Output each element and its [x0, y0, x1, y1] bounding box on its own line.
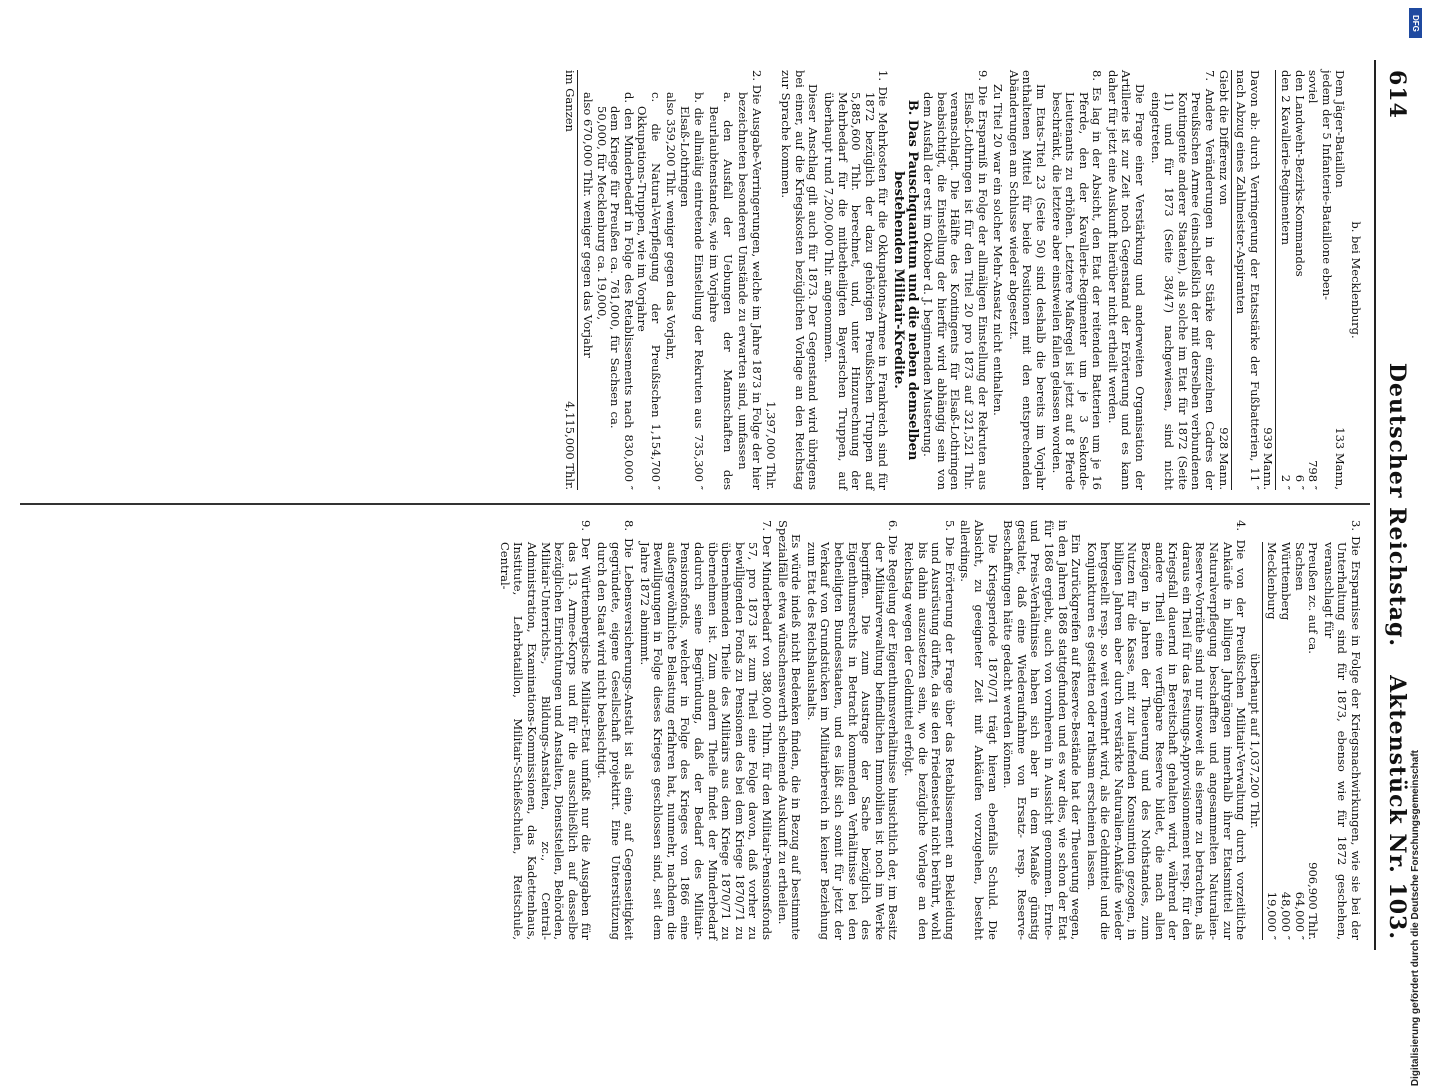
- paragraph-r5: 5. Die Erörterung der Frage über das Retablissement an Bekleidung und Ausrüstung dürfte, da sie den Friedensetat nicht berührt, wohl bis dahin auszusetzen sein, wo die bezügliche Vorlage an den Reichstag wegen der Geldmittel erfolgt.: [902, 520, 957, 940]
- column-divider: [20, 503, 1370, 505]
- paragraph-r9: 9. Der Württembergische Militair-Etat umfaßt nur die Ausgaben für das 13. Armee-Korps und für die ausschließlich auf dasselbe bezüglichen Einrichtungen und Anstalten, Dienststellen, Behörden, Militair-Unterrichts-, Bildungs-Anstalten, zc., Central-Administration, Examinations-Kommissionen, das Kadettenhaus, Institute, Lehrbataillon, Militair-Schießschulen, Reitschule, Central-: [497, 520, 594, 940]
- section-b-heading: b. bei Mecklenburg.: [1349, 221, 1363, 339]
- total-row: im Ganzen 4,115,000 Thlr.: [563, 70, 578, 490]
- table-row: Dem Jäger-Bataillon 133 Mann,: [1333, 70, 1348, 490]
- difference-row: Giebt die Differenz von 928 Mann.: [1216, 70, 1231, 490]
- item-2a: a. den Ausfall der Uebungen der Mannschaften des Beurlaubtenstandes, wie im Vorjahre: [707, 92, 735, 490]
- paragraph-8c: Zu Titel 20 war ein solcher Mehr-Ansatz nicht enthalten.: [991, 84, 1006, 416]
- dfg-banner: [1408, 0, 1426, 1086]
- item-2c-row: c. die Natural-Verpflegung der Preußischen Okkupations-Truppen, wie im Vorjahre 1,154,700 ″: [635, 92, 663, 490]
- table-row: 939 Mann.: [1261, 70, 1277, 490]
- paragraph-r4c: Die Kriegsperiode 1870/71 trägt hieran ebenfalls Schuld. Die Absicht, zu geeigneter Zeit mit Ankäufen vorzugehen, besteht allerdings.: [958, 520, 1000, 940]
- paragraph-8: 8. Es lag in der Absicht, den Etat der reitenden Batterien um je 16 Pferde, den der Kavallerie-Regimenter um je 3 Sekonde-Lieutenants zu erhöhen. Letztere Maßregel ist jetzt auf 8 Pferde beschränkt, die letztere aber einstweilen fallen gelassen worden.: [1049, 70, 1105, 490]
- table-row: Sachsen 64,000 ″: [1292, 542, 1307, 940]
- mecklenburg-table: [1261, 70, 1347, 490]
- paragraph-r6: 6. Die Regelung der Eigenthumsverhältnisse hinsichtlich der, im Besitz der Militairverwaltung befindlichen Immobilien ist noch im Werke begriffen. Die zum Austrage der Sache bezüglich des Eigenthumsrechts in Betracht kommenden Verhältnisse bei den betheiligten Bundesstaaten, und es läßt sich somit für jetzt der Verkauf von Grundstücken im Militairbereich in keiner Beziehung zum Etat des Reichshaushalts.: [804, 520, 901, 940]
- table-row: den 2 Kavallerie-Regimentern 2 ″: [1279, 70, 1294, 490]
- paragraph-r4: 4. Die von der Preußischen Militair-Verwaltung durch vorzeitliche Ankäufe in billigen Jahrgängen innerhalb ihrer Etatsmittel zur Naturalverpflegung beschafften und angesammelten Naturalien-Reserve-Vorräthe sind nur insoweit als eiserne zu betrachten, als daraus ein Theil für das Festungs-Approvisionnement resp. für den Kriegsfall dauernd in Bereitschaft gehalten wird, während der andere Theil eine verfügbare Reserve bildet, die nach allen Bezügen in Jahren der Theuerung und des Nothstandes, zum Nutzen für die Kasse, mit zur laufenden Konsumtion gezogen, in billigen Jahren aber durch verstärkte Naturalien-Ankäufe wieder hergestellt resp. so weit vermehrt wird, als die Geldmittel und die Konjunkturen es gestatten oder rathsam erscheinen lassen.: [1084, 520, 1249, 940]
- item-2b-note: also 359,200 Thlr. weniger gegen das Vorjahr,: [664, 92, 679, 361]
- item-2d-note: also 670,000 Thlr. weniger gegen das Vorjahr: [580, 92, 595, 358]
- deduction-row: Davon ab: durch Verringerung der Etatsstärke der Fußbatterien, nach Abzug eines Zahlmeister-Aspiranten 11 ″: [1234, 70, 1262, 490]
- paragraph-7: 7. Andere Veränderungen in der Stärke der einzelnen Cadres der Preußischen Armee (einschließlich der mit derselben verbundenen Kontingente anderer Staaten), als solche im Etat für 1872 (Seite 11) und für 1873 (Seite 38/47) nachgewiesen, sind nicht eingetreten.: [1148, 70, 1218, 490]
- item-1b: Dieser Anschlag gilt auch für 1873. Der Gegenstand wird übrigens bei einer, auf die Kriegskosten bezüglichen Vorlage an den Reichstag zur Sprache kommen.: [779, 70, 821, 490]
- item-2: 2. Die Ausgabe-Verringerungen, welche im Jahre 1873 in Folge der hier bezeichneten besonderen Umstände zu erwarten sind, umfassen: [736, 70, 765, 490]
- table-row: den Landwehr-Bezirks-Kommandos 6 ″: [1292, 70, 1307, 490]
- paragraph-r4b: Ein Zurückgreifen auf Reserve-Bestände hat der Theuerung wegen, in den Jahren 1868 stattgefunden und es war dies, wie schon der Etat für 1868 ergiebt, auch von vornherein in Aussicht genommen. Ernte- und Preis-Verhältnisse haben sich aber in dem Maaße günstig gestaltet, daß eine Wiederaufnahme von Ersatz- resp. Reserve-Beschaffungen hätte gedacht werden können.: [1001, 520, 1084, 940]
- table-row: Mecklenburg 19,000 ″: [1265, 542, 1280, 940]
- table-row: Württemberg 48,000 ″: [1279, 542, 1294, 940]
- page-title: Deutscher Reichstag.: [1384, 362, 1410, 648]
- right-column: [495, 520, 1362, 940]
- item-2d-row: d. den Minderbedarf in Folge des Retablissements nach dem Kriege für Preußen ca. 761,000, für Sachsen ca. 50,000, für Mecklenburg ca. 19,000, 830,000 ″: [594, 92, 636, 490]
- paragraph-8b: Im Etats-Titel 23 (Seite 50) sind deshalb die bereits im Vorjahr enthaltenen Mittel für beide Positionen mit den entsprechenden Abänderungen am Schlusse wieder abgesetzt.: [1006, 70, 1048, 490]
- paragraph-r6b: Es würde indeß nicht Bedenken finden, die in Bezug auf bestimmte Spezialfälle etwa wünschenswerth scheinende Auskunft zu ertheilen.: [775, 520, 804, 940]
- header-rule: [1374, 60, 1376, 950]
- left-column: [563, 70, 1362, 490]
- item-2b-row: b. die allmälig eintretende Einstellung der Rekruten aus Elsaß-Lothringen 735,300 ″: [678, 92, 706, 490]
- dfg-logo: DFG: [1409, 8, 1422, 38]
- table-row: soviel 798 ″: [1306, 70, 1321, 490]
- item-1-value: 1,397,000 Thlr.: [763, 401, 778, 490]
- savings-total: überhaupt auf 1,037,200 Thlr.: [1247, 542, 1263, 940]
- document-reference: Aktenstück Nr. 103.: [1384, 675, 1410, 940]
- paragraph-r3: 3. Die Ersparnisse in Folge der Kriegsnachwirkungen, wie sie bei der Unterhaltung sind für 1873, ebenso wie für 1872 geschehen, veranschlagt für: [1321, 520, 1363, 940]
- item-1: 1. Die Mehrkosten für die Okkupations-Armee in Frankreich sind für 1872 bezüglich der dazu gehörigen Preußischen Truppen auf 5,885,600 Thlr. berechnet, und, unter Hinzurechnung der Mehrbedarf für die mitbetheiligten Bayerischen Truppen, auf überhaupt rund 7,200,000 Thlr. angenommen.: [822, 70, 891, 490]
- paragraph-7b: Die Frage einer Verstärkung und anderweiten Organisation der Artillerie ist zur Zeit noch Gegenstand der Erörterung und es kann daher für jetzt eine Auskunft hierüber nicht ertheilt werden.: [1105, 70, 1148, 490]
- paragraph-r7: 7. Der Minderbedarf von 388,000 Thlrn. für den Militair-Pensionsfonds 57, pro 1873 ist zum Theil eine Folge davon, daß vorher zu bewilligenden Fonds zu Pensionen des bei dem Kriege 1870/71 zu übernehmenden Theile des Militairs aus dem Kriege 1870/71 zu übernehmen ist. Zum andern Theile findet der Minderbedarf dadurch seine Begründung, daß der Bedarf des Militair-Pensionsfonds, welcher in Folge des Krieges von 1866 eine außergewöhnliche Belastung erfahren hat, nunmehr, nachdem die Bewilligungen in Folge dieses Krieges geschlossen sind, seit dem Jahre 1872 abnimmt.: [637, 520, 775, 940]
- paragraph-r8: 8. Die Lebensversicherungs-Anstalt ist als eine, auf Gegenseitigkeit gegründete, eigene Gesellschaft projektirt. Eine Unterstützung durch den Staat wird nicht beabsichtigt.: [594, 520, 637, 940]
- section-b-title: B. Das Pauschquantum und die neben demselben bestehenden Militair-Kredite.: [891, 99, 920, 461]
- dfg-credit-text: Digitalisierung gefördert durch die Deutsche Forschungsgemeinschaft: [1410, 750, 1421, 1086]
- page-number: 614: [1384, 70, 1410, 119]
- paragraph-9: 9. Die Ersparniß in Folge der allmäligen Einstellung der Rekruten aus Elsaß-Lothringen ist für den Titel 20 pro 1873 auf 321,521 Thlr. veranschlagt. Die Hälfte des Kontingents für Elsaß-Lothringen beabsichtigt, die Einstellung der hierfür wird abhängig sein von dem Ausfall der erst im Oktober d. J. beginnenden Musterung.: [921, 70, 990, 490]
- table-row: jedem der 5 Infanterie-Bataillone eben-: [1319, 70, 1334, 301]
- table-row: Preußen zc. auf ca. 906,900 Thlr.: [1306, 542, 1321, 940]
- savings-table: [1247, 520, 1319, 940]
